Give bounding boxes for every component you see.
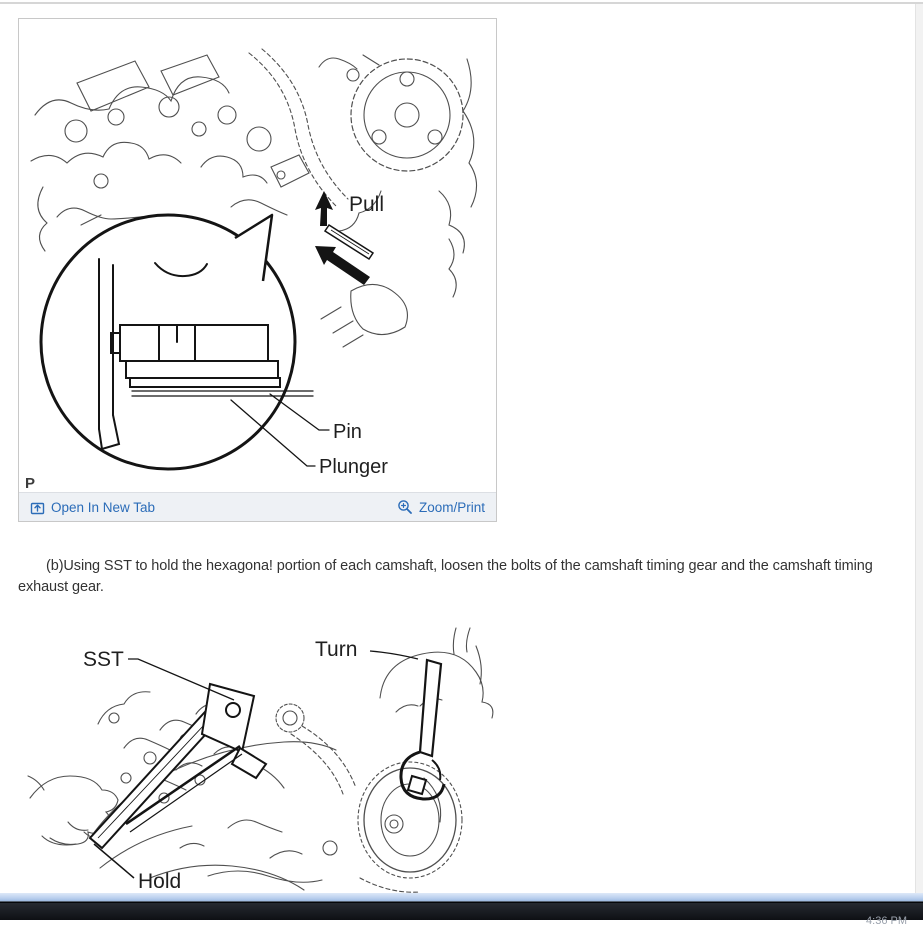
pull-arrows-art [315, 191, 384, 285]
camshaft-sst-figure-wrap [28, 626, 488, 894]
pull-label: Pull [349, 193, 385, 216]
open-in-new-tab-link[interactable] [30, 500, 155, 515]
pin-label: Pin [333, 421, 362, 443]
figure-marker-p: P [25, 475, 36, 492]
camshaft-tensioner-figure [19, 19, 496, 493]
zoom-print-label: Zoom/Print [418, 499, 485, 515]
hold-label: Hold [138, 870, 182, 893]
pull-arrow-small [315, 191, 333, 226]
top-divider [0, 2, 923, 4]
zoom-print-link[interactable] [397, 499, 485, 515]
open-in-new-tab-icon [30, 500, 45, 515]
sst-tool-art [90, 684, 266, 848]
figure-panel [18, 18, 497, 522]
window-bottom-edge [0, 893, 923, 902]
zoom-icon [397, 499, 413, 515]
scrollbar[interactable] [915, 4, 923, 894]
camshaft-sst-figure [28, 626, 488, 926]
plunger-label: Plunger [319, 456, 388, 478]
taskbar-clock: 4:36 PM [866, 915, 907, 927]
open-in-new-tab-label: Open In New Tab [51, 499, 156, 515]
instruction-text: (b)Using SST to hold the hexagona! portion of each camshaft, loosen the bolts of the camshaft timing gear and the camshaft timing exhaust gear. [18, 558, 873, 595]
taskbar[interactable] [0, 902, 923, 927]
sst-label: SST [83, 648, 124, 671]
figure-panel-footer [19, 492, 496, 521]
turn-label: Turn [315, 638, 358, 661]
